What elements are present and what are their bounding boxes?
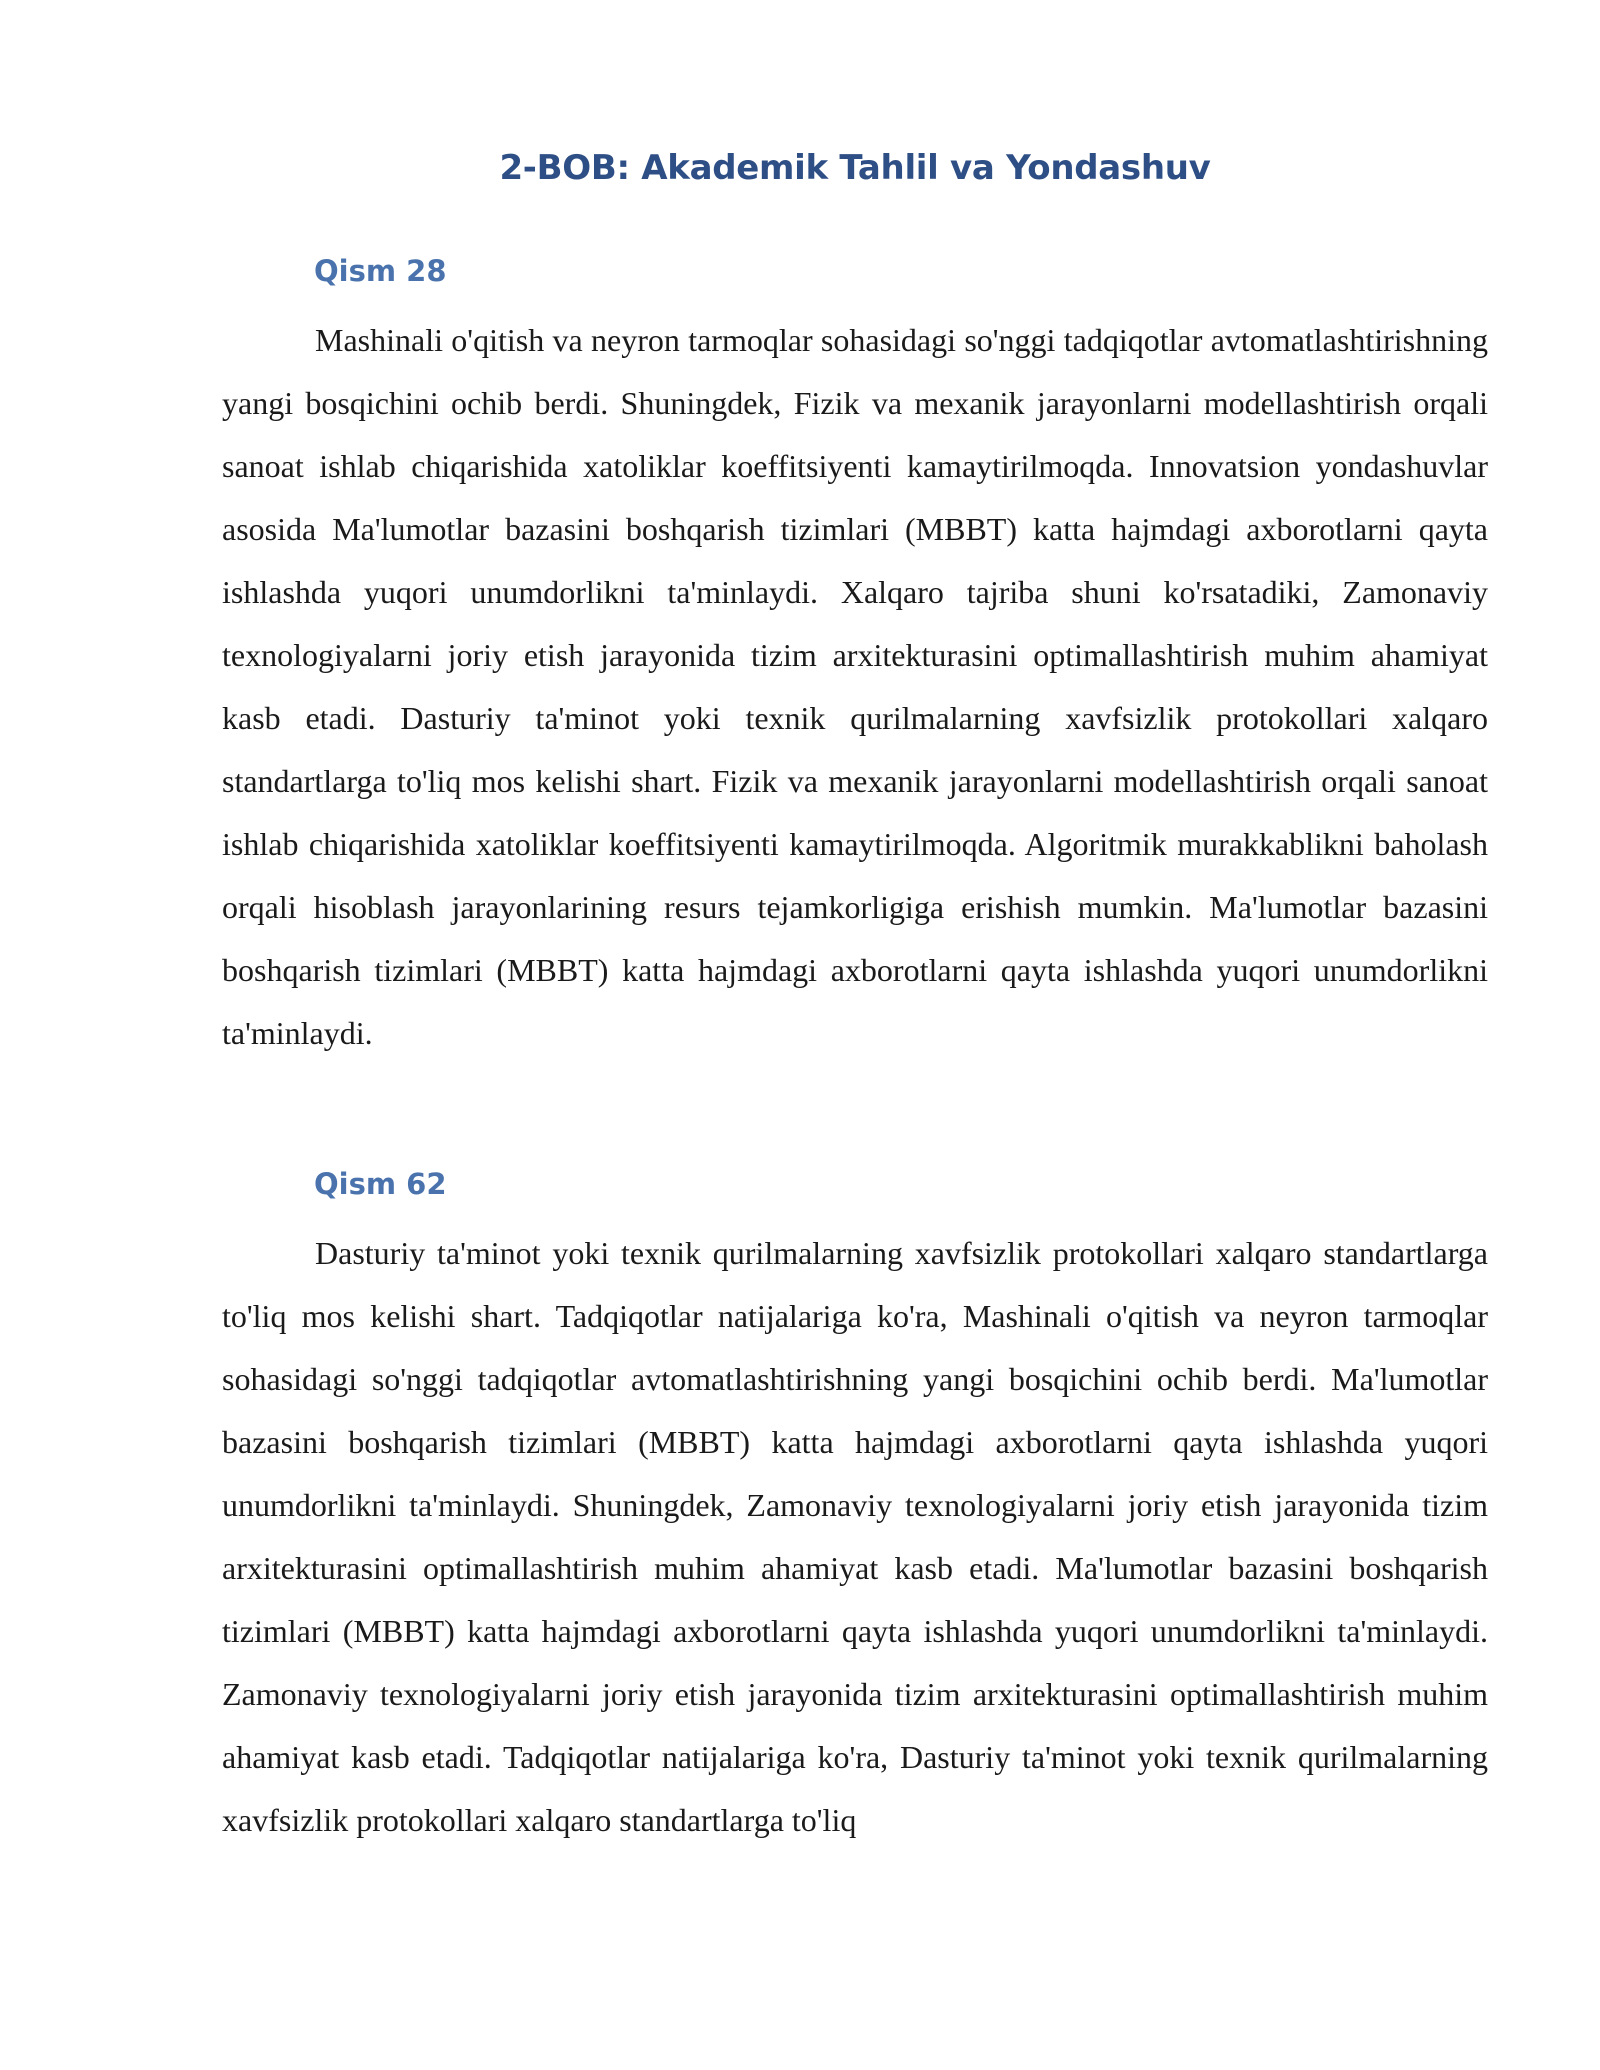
section-paragraph-qism-62: Dasturiy ta'minot yoki texnik qurilmalarning xavfsizlik protokollari xalqaro standartlarga to'liq mos kelishi shart. Tadqiqotlar natijalariga ko'ra, Mashinali o'qitish va neyron tarmoqlar sohasidagi so'nggi tadqiqotlar avtomatlashtirishning yangi bosqichini ochib berdi. Ma'lumotlar bazasini boshqarish tizimlari (MBBT) katta hajmdagi axborotlarni qayta ishlashda yuqori unumdorlikni ta'minlaydi. Shuningdek, Zamonaviy texnologiyalarni joriy etish jarayonida tizim arxitekturasini optimallashtirish muhim ahamiyat kasb etadi. Ma'lumotlar bazasini boshqarish tizimlari (MBBT) katta hajmdagi axborotlarni qayta ishlashda yuqori unumdorlikni ta'minlaydi. Zamonaviy texnologiyalarni joriy etish jarayonida tizim arxitekturasini optimallashtirish muhim ahamiyat kasb etadi. Tadqiqotlar natijalariga ko'ra, Dasturiy ta'minot yoki texnik qurilmalarning xavfsizlik protokollari xalqaro standartlarga to'liq [222, 1235, 1488, 1838]
chapter-title: 2-BOB: Akademik Tahlil va Yondashuv [499, 148, 1211, 188]
section-paragraph-qism-28: Mashinali o'qitish va neyron tarmoqlar sohasidagi so'nggi tadqiqotlar avtomatlashtirishning yangi bosqichini ochib berdi. Shuningdek, Fizik va mexanik jarayonlarni modellashtirish orqali sanoat ishlab chiqarishida xatoliklar koeffitsiyenti kamaytirilmoqda. Innovatsion yondashuvlar asosida Ma'lumotlar bazasini boshqarish tizimlari (MBBT) katta hajmdagi axborotlarni qayta ishlashda yuqori unumdorlikni ta'minlaydi. Xalqaro tajriba shuni ko'rsatadiki, Zamonaviy texnologiyalarni joriy etish jarayonida tizim arxitekturasini optimallashtirish muhim ahamiyat kasb etadi. Dasturiy ta'minot yoki texnik qurilmalarning xavfsizlik protokollari xalqaro standartlarga to'liq mos kelishi shart. Fizik va mexanik jarayonlarni modellashtirish orqali sanoat ishlab chiqarishida xatoliklar koeffitsiyenti kamaytirilmoqda. Algoritmik murakkablikni baholash orqali hisoblash jarayonlarining resurs tejamkorligiga erishish mumkin. Ma'lumotlar bazasini boshqarish tizimlari (MBBT) katta hajmdagi axborotlarni qayta ishlashda yuqori unumdorlikni ta'minlaydi. [222, 322, 1488, 1051]
section-heading-qism-62: Qism 62 [314, 1167, 447, 1201]
section-heading-qism-28: Qism 28 [314, 254, 447, 288]
